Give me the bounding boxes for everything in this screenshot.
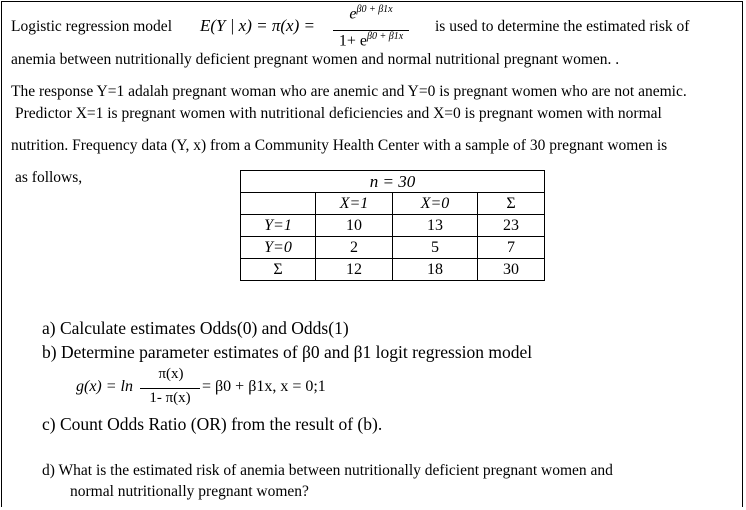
table-row-label: Σ: [241, 259, 316, 281]
table-row: [241, 259, 545, 281]
model-lhs: E(Y | x) = π(x) =: [200, 16, 315, 35]
model-fraction-numerator: $e^{\beta 0 + \beta 1x}$: [349, 4, 393, 23]
table-row-label: Y=0: [241, 237, 316, 259]
intro-line-5: nutrition. Frequency data (Y, x) from a Community Health Center with a sample of 30 pregnant women is: [11, 137, 668, 154]
table-cell: 2: [316, 237, 393, 259]
table-cell: 30: [478, 259, 545, 281]
table-corner-cell: [241, 193, 316, 215]
question-c: c) Count Odds Ratio (OR) from the result of (b).: [42, 414, 383, 434]
intro-line-3: The response Y=1 adalah pregnant woman who are anemic and Y=0 is pregnant women who are not anemic.: [11, 83, 687, 100]
line1-suffix: is used to determine the estimated risk of: [435, 18, 690, 35]
question-d-line2: normal nutritionally pregnant women?: [70, 483, 309, 500]
table-header-row: [241, 171, 545, 193]
table-cell: 5: [393, 237, 478, 259]
logit-denominator: 1- π(x): [149, 390, 191, 406]
table-row: [241, 237, 545, 259]
table-col-header: Σ: [478, 193, 545, 215]
table-row-label: Y=1: [241, 215, 316, 237]
frequency-table: [240, 170, 545, 281]
table-col-header: X=1: [316, 193, 393, 215]
intro-line-2: anemia between nutritionally deficient pregnant women and normal nutritional pregnant women. .: [11, 51, 620, 68]
question-a: a) Calculate estimates Odds(0) and Odds(1): [42, 318, 349, 338]
table-row: [241, 215, 545, 237]
logit-fraction-bar: [140, 388, 200, 389]
table-cell: 13: [393, 215, 478, 237]
table-column-row: [241, 193, 545, 215]
logit-numerator: π(x): [158, 366, 184, 382]
table-col-header: X=0: [393, 193, 478, 215]
table-cell: 18: [393, 259, 478, 281]
table-sample-size: n = 30: [241, 171, 545, 193]
model-fraction-denominator: $1+ e^{\beta 0 + \beta 1x}$: [338, 31, 404, 50]
table-cell: 23: [478, 215, 545, 237]
question-b: b) Determine parameter estimates of β0 and β1 logit regression model: [42, 342, 533, 362]
model-prefix: Logistic regression model: [11, 18, 172, 35]
intro-line-4: Predictor X=1 is pregnant women with nutritional deficiencies and X=0 is pregnant women with normal: [15, 105, 662, 122]
logit-rhs: = β0 + β1x, x = 0;1: [202, 378, 326, 395]
table-cell: 7: [478, 237, 545, 259]
table-cell: 10: [316, 215, 393, 237]
intro-line-6: as follows,: [15, 169, 83, 186]
table-cell: 12: [316, 259, 393, 281]
logit-lhs: g(x) = ln: [76, 378, 133, 395]
question-d-line1: d) What is the estimated risk of anemia between nutritionally deficient pregnant women and: [42, 462, 613, 479]
